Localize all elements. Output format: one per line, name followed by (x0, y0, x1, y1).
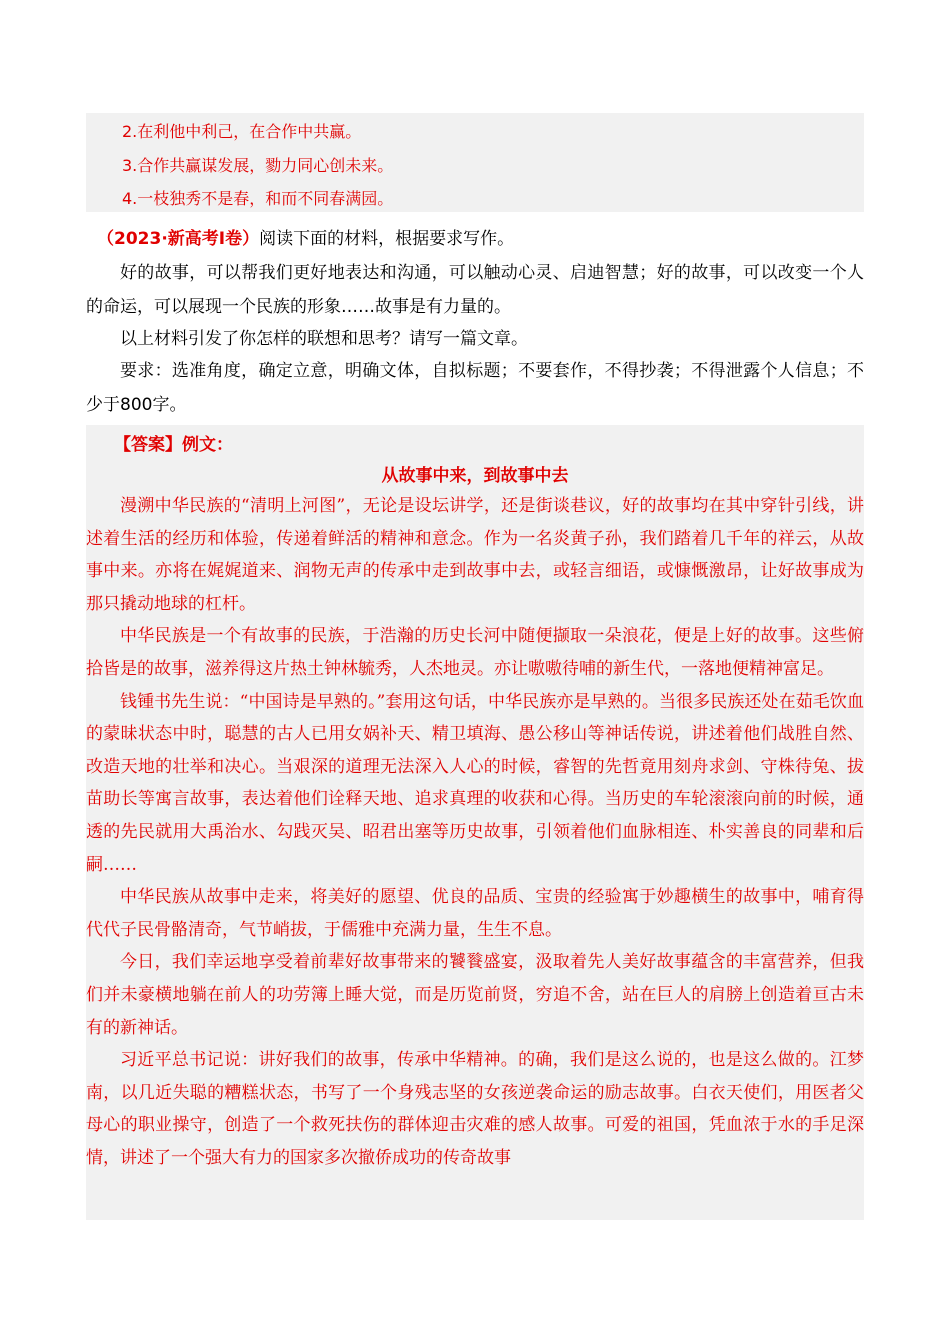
essay-paragraph: 今日，我们幸运地享受着前辈好故事带来的饕餮盛宴，汲取着先人美好故事蕴含的丰富营养，但我们并未豪横地躺在前人的功劳簿上睡大觉，而是历览前贤，穷追不舍，站在巨人的肩膀上创造着亘古未有的新神话。 (86, 952, 864, 1038)
essay-paragraph: 中华民族从故事中走来，将美好的愿望、优良的品质、宝贵的经验寓于妙趣横生的故事中，哺育得代代子民骨骼清奇，气节峭拔，于儒雅中充满力量，生生不息。 (86, 887, 864, 940)
topic-point: 3.合作共赢谋发展，勠力同心创未来。 (122, 156, 394, 175)
topic-point: 2.在利他中利己，在合作中共赢。 (122, 122, 362, 141)
answer-block (86, 425, 864, 1220)
essay-paragraph: 漫溯中华民族的“清明上河图”，无论是设坛讲学，还是街谈巷议，好的故事均在其中穿针引线，讲述着生活的经历和体验，传递着鲜活的精神和意念。作为一名炎黄子孙，我们踏着几千年的祥云，从故事中来。亦将在娓娓道来、润物无声的传承中走到故事中去，或轻言细语，或慷慨激昂，让好故事成为那只撬动地球的杠杆。 (86, 496, 864, 614)
essay-title: 从故事中来，到故事中去 (381, 466, 569, 486)
essay-paragraph: 钱锺书先生说：“中国诗是早熟的。”套用这句话，中华民族亦是早熟的。当很多民族还处在茹毛饮血的蒙昧状态中时，聪慧的古人已用女娲补天、精卫填海、愚公移山等神话传说，讲述着他们战胜自然、改造天地的壮举和决心。当艰深的道理无法深入人心的时候，睿智的先哲竟用刻舟求剑、守株待兔、拔苗助长等寓言故事，表达着他们诠释天地、追求真理的收获和心得。当历史的车轮滚滚向前的时候，通透的先民就用大禹治水、勾践灭吴、昭君出塞等历史故事，引领着他们血脉相连、朴实善良的同辈和后嗣…… (86, 691, 864, 875)
essay-paragraph: 习近平总书记说：讲好我们的故事，传承中华精神。的确，我们是这么说的，也是这么做的。江梦南，以几近失聪的糟糕状态，书写了一个身残志坚的女孩逆袭命运的励志故事。白衣天使们，用医者父母心的职业操守，创造了一个救死扶伤的群体迎击灾难的感人故事。可爱的祖国，凭血浓于水的手足深情，讲述了一个强大有力的国家多次撤侨成功的传奇故事 (86, 1050, 864, 1168)
prompt-material: 好的故事，可以帮我们更好地表达和沟通，可以触动心灵、启迪智慧；好的故事，可以改变一个人的命运，可以展现一个民族的形象……故事是有力量的。 (86, 263, 864, 317)
essay-paragraph: 中华民族是一个有故事的民族，于浩瀚的历史长河中随便撷取一朵浪花，便是上好的故事。这些俯拾皆是的故事，滋养得这片热土钟林毓秀，人杰地灵。亦让嗷嗷待哺的新生代，一落地便精神富足。 (86, 626, 864, 679)
exam-source: （2023·新高考Ⅰ卷） (97, 229, 260, 249)
prompt-question: 以上材料引发了你怎样的联想和思考？请写一篇文章。 (120, 329, 528, 349)
topic-point: 4.一枝独秀不是春，和而不同春满园。 (122, 189, 394, 208)
task-instruction: 阅读下面的材料，根据要求写作。 (259, 229, 515, 249)
answer-label: 【答案】例文： (114, 435, 233, 455)
essay-body (86, 490, 864, 1174)
prompt-requirements: 要求：选准角度，确定立意，明确文体，自拟标题；不要套作，不得抄袭；不得泄露个人信息；不少于800字。 (86, 361, 864, 415)
topic-points-block (86, 113, 864, 212)
task-heading (97, 224, 514, 249)
